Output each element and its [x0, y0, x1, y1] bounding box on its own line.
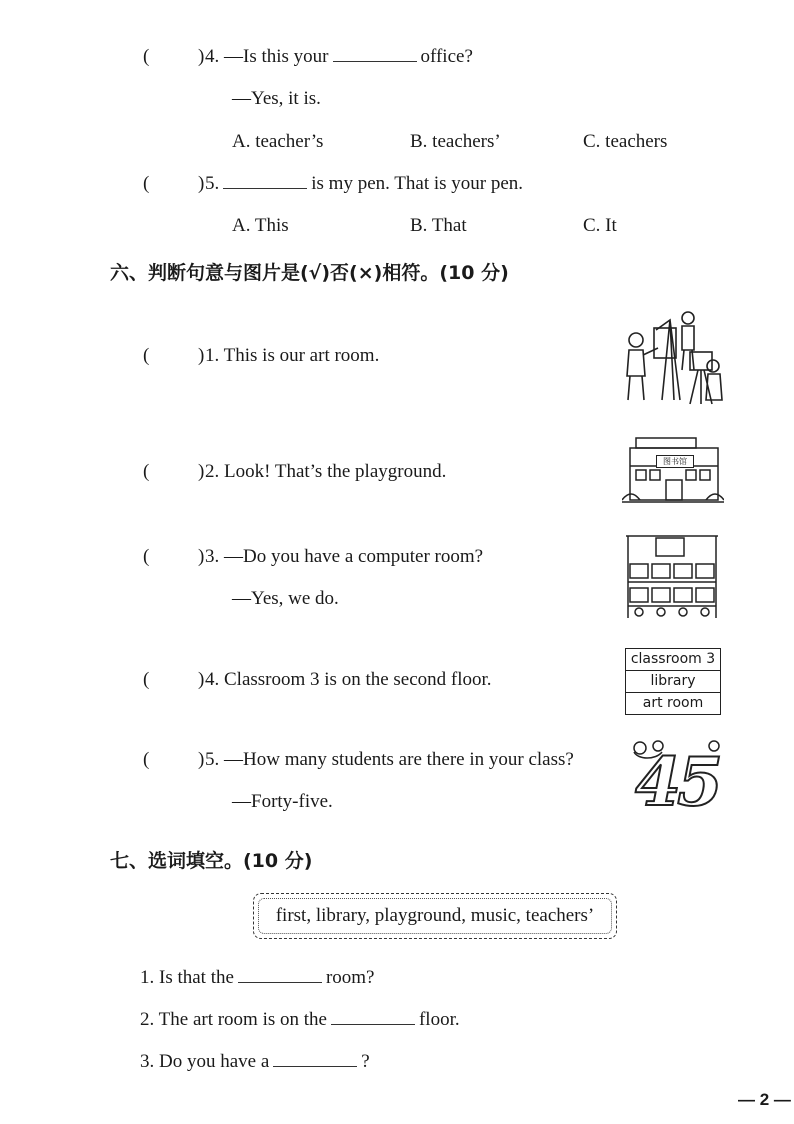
- question-stem: [205, 46, 473, 68]
- option-b: B. That: [410, 215, 467, 236]
- judge-answer-line: —Yes, we do.: [232, 588, 339, 609]
- fill-blank[interactable]: [238, 968, 322, 983]
- fill-item-3: [140, 1051, 370, 1073]
- judge-sentence: 3. —Do you have a computer room?: [205, 546, 484, 567]
- answer-paren-close: ): [198, 669, 205, 690]
- fill-suffix: ?: [361, 1051, 370, 1072]
- fill-prefix: 1. Is that the: [140, 967, 234, 988]
- sign-row: library: [626, 671, 720, 693]
- library-sign: 图书馆: [656, 455, 694, 468]
- judge-answer-line: —Forty-five.: [232, 791, 333, 812]
- computer-room-icon: [622, 530, 722, 622]
- question-suffix: office?: [420, 46, 473, 67]
- question-stem: [205, 173, 523, 195]
- floor-sign-table: [625, 648, 721, 715]
- question-answer-line: —Yes, it is.: [232, 88, 321, 109]
- fill-item-2: [140, 1009, 460, 1031]
- fill-prefix: 2. The art room is on the: [140, 1009, 327, 1030]
- fill-suffix: room?: [325, 967, 375, 988]
- number-45-icon: [626, 738, 724, 820]
- judge-sentence: 5. —How many students are there in your class?: [205, 749, 574, 770]
- fill-item-1: [140, 967, 374, 989]
- answer-paren-close: ): [198, 461, 205, 482]
- answer-paren-close: ): [198, 345, 205, 366]
- answer-paren-open: (: [143, 461, 150, 482]
- section-6-title: 六、判断句意与图片是(√)否(×)相符。(10 分): [110, 262, 509, 284]
- fill-blank[interactable]: [331, 1010, 415, 1025]
- page-number: — 2 —: [738, 1090, 791, 1109]
- answer-paren-close: ): [198, 46, 205, 67]
- library-building-icon: [622, 436, 724, 506]
- judge-sentence: 1. This is our art room.: [205, 345, 380, 366]
- option-b: B. teachers’: [410, 131, 501, 152]
- answer-paren-close: ): [198, 546, 205, 567]
- judge-sentence: 4. Classroom 3 is on the second floor.: [205, 669, 492, 690]
- answer-paren-close: ): [198, 173, 205, 194]
- sign-row: classroom 3: [626, 649, 720, 671]
- answer-paren-close: ): [198, 749, 205, 770]
- option-c: C. It: [583, 215, 617, 236]
- fill-suffix: floor.: [418, 1009, 460, 1030]
- section-7-title: 七、选词填空。(10 分): [110, 850, 313, 872]
- answer-paren-open: (: [143, 345, 150, 366]
- sign-row: art room: [642, 695, 704, 711]
- answer-paren-open: (: [143, 669, 150, 690]
- option-a: A. teacher’s: [232, 131, 324, 152]
- art-class-icon: [618, 300, 724, 408]
- fill-blank[interactable]: [223, 174, 307, 189]
- question-prefix: 4. —Is this your: [205, 46, 329, 67]
- option-a: A. This: [232, 215, 289, 236]
- question-suffix: is my pen. That is your pen.: [311, 173, 524, 194]
- judge-sentence: 2. Look! That’s the playground.: [205, 461, 447, 482]
- answer-paren-open: (: [143, 546, 150, 567]
- fill-prefix: 3. Do you have a: [140, 1051, 270, 1072]
- word-bank-text: first, library, playground, music, teachers’: [275, 905, 595, 926]
- answer-paren-open: (: [143, 46, 150, 67]
- option-c: C. teachers: [583, 131, 668, 152]
- fill-blank[interactable]: [333, 47, 417, 62]
- question-prefix: 5.: [205, 173, 220, 194]
- answer-paren-open: (: [143, 749, 150, 770]
- word-bank-box: [253, 893, 617, 939]
- answer-paren-open: (: [143, 173, 150, 194]
- number-45-text: 45: [635, 743, 719, 821]
- fill-blank[interactable]: [273, 1052, 357, 1067]
